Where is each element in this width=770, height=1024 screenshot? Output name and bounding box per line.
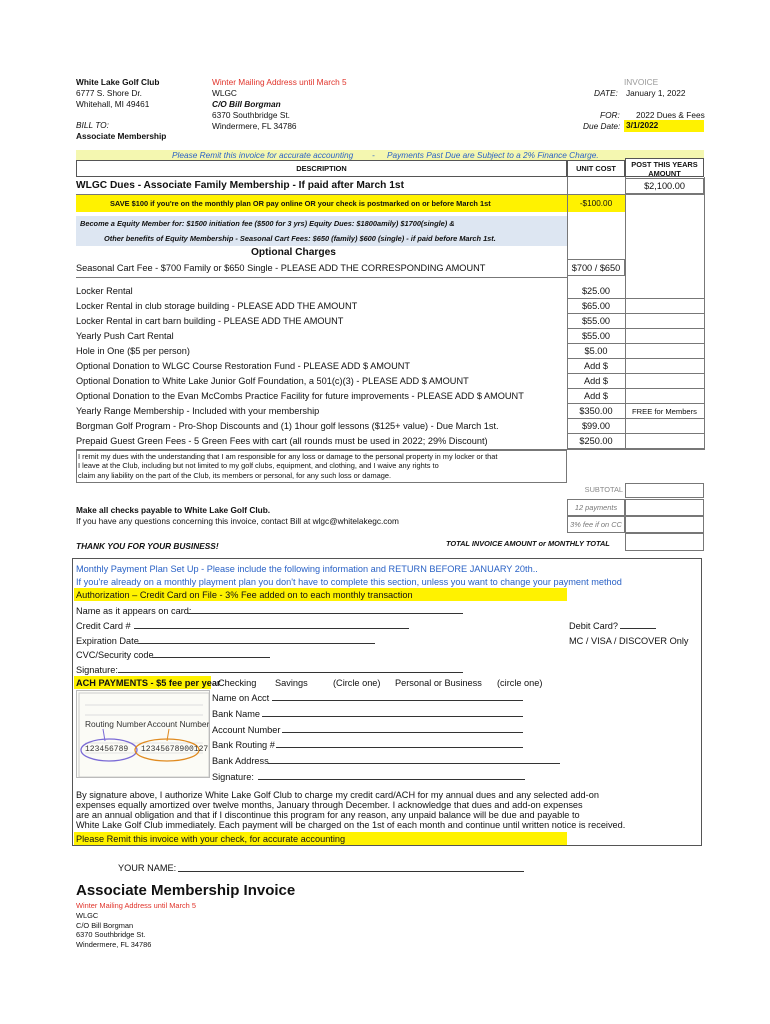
item-post-amount <box>625 419 704 434</box>
ach-label: ACH PAYMENTS - $5 fee per year <box>76 678 221 688</box>
check-sample-svg <box>77 691 210 778</box>
invoice-due-value: 3/1/2022 <box>624 120 704 132</box>
save-amount: -$100.00 <box>567 195 625 212</box>
ach-signature-label: Signature: <box>212 772 254 782</box>
credit-card-field[interactable] <box>134 628 409 629</box>
item-unit-cost: $5.00 <box>567 344 625 359</box>
circle-one-2: (circle one) <box>497 678 543 688</box>
winter-line3: 6370 Southbridge St. <box>212 110 290 120</box>
item-description: Hole in One ($5 per person) <box>76 346 190 356</box>
seasonal-amount: $700 / $650 <box>567 259 625 276</box>
dues-amount: $2,100.00 <box>625 178 704 194</box>
waiver-line3: claim any liability on the part of the Club, its members or personal, for any such loss or damage. <box>78 471 392 480</box>
equity-line2: Other benefits of Equity Membership - Seasonal Cart Fees: $650 (family) $600 (single) - if paid before March 1st. <box>104 234 496 243</box>
club-address2: Whitehall, MI 49461 <box>76 99 150 109</box>
club-name: White Lake Golf Club <box>76 77 160 87</box>
item-description: Prepaid Guest Green Fees - 5 Green Fees with cart (all rounds must be used in 2022; 29% Discount) <box>76 436 488 446</box>
item-post-amount <box>625 314 704 329</box>
auth-para-4: White Lake Golf Club immediately. Each payment will be charged on the 1st of each month and continue until written notice is received. <box>76 820 626 830</box>
total-value <box>625 533 704 551</box>
bank-routing-label: Bank Routing # <box>212 740 275 750</box>
item-unit-cost: $350.00 <box>567 404 625 419</box>
auth-para-1: By signature above, I authorize White Lake Golf Club to charge my credit card/ACH for my annual dues and any selected add-on <box>76 790 599 800</box>
cc-fee-value <box>625 516 704 533</box>
item-description: Optional Donation to White Lake Junior Golf Foundation, a 501(c)(3) - PLEASE ADD $ AMOUNT <box>76 376 469 386</box>
winter-line4: Windermere, FL 34786 <box>212 121 297 131</box>
acct-number-label: Account Number <box>212 725 281 735</box>
item-post-amount <box>625 359 704 374</box>
bank-routing-field[interactable] <box>276 747 523 748</box>
acct-number-field[interactable] <box>282 732 523 733</box>
bank-name-field[interactable] <box>262 716 523 717</box>
invoice-date-value: January 1, 2022 <box>626 88 686 98</box>
item-post-amount <box>625 299 704 314</box>
item-description: Yearly Push Cart Rental <box>76 331 174 341</box>
checks-line1: Make all checks payable to White Lake Golf Club. <box>76 505 271 515</box>
item-post-amount <box>625 344 704 359</box>
savings-option[interactable]: Savings <box>275 678 308 688</box>
remit-text: Please Remit this invoice with your check, for accurate accounting <box>76 834 346 844</box>
equity-line1: Become a Equity Member for: $1500 initiation fee ($500 for 3 yrs) Equity Dues: $1800amily) $1700(single) & <box>80 219 455 228</box>
winter-line2: C/O Bill Borgman <box>212 99 281 109</box>
mc-visa-text: MC / VISA / DISCOVER Only <box>569 636 689 646</box>
signature-label: Signature: <box>76 665 118 675</box>
winter-title: Winter Mailing Address until March 5 <box>212 77 347 87</box>
total-label: TOTAL INVOICE AMOUNT or MONTHLY TOTAL <box>446 539 610 548</box>
invoice-due-label: Due Date: <box>583 121 621 131</box>
checks-line2: If you have any questions concerning this invoice, contact Bill at wlgc@whitelakegc.com <box>76 516 399 526</box>
monthly-subtitle: If you're already on a monthly playment plan you don't have to complete this section, unless you want to change your payment method <box>76 577 622 587</box>
bank-name-label: Bank Name <box>212 709 261 719</box>
item-description: Locker Rental in club storage building - PLEASE ADD THE AMOUNT <box>76 301 358 311</box>
auth-para-3: are an annual obligation and that if I discontinue this program for any reason, any unpaid balance will be due and payable to <box>76 810 580 820</box>
winter-line1: WLGC <box>212 88 237 98</box>
item-post-amount <box>625 374 704 389</box>
cc-fee-cell: 3% fee if on CC <box>567 516 625 533</box>
seasonal-divider <box>76 277 567 278</box>
check-digits-account: 1234567890 <box>141 745 190 754</box>
footer-line4: Windermere, FL 34786 <box>76 940 152 949</box>
post-amount-header: POST THIS YEARS AMOUNT <box>625 158 704 177</box>
name-acct-field[interactable] <box>272 700 523 701</box>
invoice-date-label: DATE: <box>594 88 618 98</box>
cvc-field[interactable] <box>152 657 270 658</box>
item-description: Borgman Golf Program - Pro-Shop Discounts and (1) 1hour golf lessons ($125+ value) - Due March 1st. <box>76 421 499 431</box>
dues-title: WLGC Dues - Associate Family Membership - If paid after March 1st <box>76 180 404 191</box>
optional-title: Optional Charges <box>251 247 336 258</box>
invoice-for-value: 2022 Dues & Fees <box>636 110 705 120</box>
item-unit-cost: $65.00 <box>567 299 625 314</box>
circle-one-1: (Circle one) <box>333 678 381 688</box>
item-description: Locker Rental in cart barn building - PLEASE ADD THE AMOUNT <box>76 316 344 326</box>
debit-label: Debit Card? <box>569 621 619 631</box>
seasonal-text: Seasonal Cart Fee - $700 Family or $650 Single - PLEASE ADD THE CORRESPONDING AMOUNT <box>76 263 486 273</box>
check-digits-routing: 123456789 <box>85 745 129 754</box>
name-on-card-label: Name as it appears on card: <box>76 606 192 616</box>
your-name-label: YOUR NAME: <box>118 863 177 873</box>
invoice-title: INVOICE <box>624 77 659 87</box>
signature-field[interactable] <box>118 672 463 673</box>
subtotal-cell: SUBTOTAL <box>584 485 623 494</box>
auth-text: Authorization – Credit Card on File - 3% Fee added on to each monthly transaction <box>76 590 413 600</box>
item-post-amount <box>625 389 704 404</box>
subtotal-value <box>625 483 704 498</box>
footer-title: Associate Membership Invoice <box>76 882 296 899</box>
post-col-right-border <box>704 177 705 450</box>
item-unit-cost: $99.00 <box>567 419 625 434</box>
footer-line3: 6370 Southbridge St. <box>76 930 146 939</box>
expiration-field[interactable] <box>138 643 375 644</box>
item-post-amount <box>625 284 704 299</box>
notice-sep: - <box>372 150 375 160</box>
unit-col-left-border <box>567 177 568 450</box>
item-unit-cost: Add $ <box>567 389 625 404</box>
footer-winter: Winter Mailing Address until March 5 <box>76 901 196 910</box>
check-digits-number: 0127 <box>189 745 209 754</box>
name-acct-label: Name on Acct <box>212 693 270 703</box>
waiver-line2: I leave at the Club, including but not limited to my golf clubs, equipment, and clothing, and I waive any rights to <box>78 461 439 470</box>
invoice-for-label: FOR: <box>600 110 620 120</box>
checking-option[interactable]: Checking <box>218 678 257 688</box>
cvc-label: CVC/Security code <box>76 650 154 660</box>
footer-line2: C/O Bill Borgman <box>76 921 134 930</box>
item-unit-cost: $25.00 <box>567 284 625 299</box>
bill-to-value: Associate Membership <box>76 131 167 141</box>
item-unit-cost: Add $ <box>567 359 625 374</box>
thanks: THANK YOU FOR YOUR BUSINESS! <box>76 541 219 551</box>
notice-right: Payments Past Due are Subject to a 2% Finance Charge. <box>387 150 599 160</box>
item-description: Optional Donation to the Evan McCombs Practice Facility for future improvements - PLEASE ADD $ AMOUNT <box>76 391 524 401</box>
personal-business-option[interactable]: Personal or Business <box>395 678 482 688</box>
ach-signature-field[interactable] <box>258 779 525 780</box>
unit-cost-header: UNIT COST <box>567 160 625 177</box>
bank-address-label: Bank Address <box>212 756 269 766</box>
your-name-field[interactable] <box>178 871 524 872</box>
unit-col-right-border <box>625 177 626 450</box>
waiver-line1: I remit my dues with the understanding that I am responsible for any loss or damage to the personal property in my locker or that <box>78 452 498 461</box>
item-description: Locker Rental <box>76 286 133 296</box>
item-description: Yearly Range Membership - Included with your membership <box>76 406 320 416</box>
debit-field[interactable] <box>620 628 656 629</box>
item-unit-cost: Add $ <box>567 374 625 389</box>
item-unit-cost: $55.00 <box>567 329 625 344</box>
check-sample-image <box>76 690 210 778</box>
description-header: DESCRIPTION <box>76 160 567 177</box>
payments-cell: 12 payments <box>567 499 625 516</box>
payments-value <box>625 499 704 516</box>
item-post-amount <box>625 329 704 344</box>
check-routing-label: Routing Number <box>85 719 146 729</box>
item-unit-cost: $250.00 <box>567 434 625 449</box>
notice-left: Please Remit this invoice for accurate accounting <box>172 150 354 160</box>
item-post-amount <box>625 434 704 449</box>
club-address1: 6777 S. Shore Dr. <box>76 88 142 98</box>
auth-para-2: expenses equally amortized over twelve months, January through December. I acknowledge that dues and add-on expenses <box>76 800 583 810</box>
bank-address-field[interactable] <box>268 763 560 764</box>
check-account-label: Account Number <box>147 719 210 729</box>
name-on-card-field[interactable] <box>188 613 463 614</box>
monthly-title: Monthly Payment Plan Set Up - Please include the following information and RETURN BEFORE JANUARY 20th.. <box>76 564 538 574</box>
item-unit-cost: $55.00 <box>567 314 625 329</box>
save-text: SAVE $100 if you're on the monthly plan OR pay online OR your check is postmarked on or before March 1st <box>110 199 491 208</box>
footer-line1: WLGC <box>76 911 99 920</box>
bill-to-label: BILL TO: <box>76 120 109 130</box>
expiration-label: Expiration Date <box>76 636 139 646</box>
item-description: Optional Donation to WLGC Course Restoration Fund - PLEASE ADD $ AMOUNT <box>76 361 410 371</box>
item-post-amount: FREE for Members <box>625 404 704 419</box>
credit-card-label: Credit Card # <box>76 621 131 631</box>
